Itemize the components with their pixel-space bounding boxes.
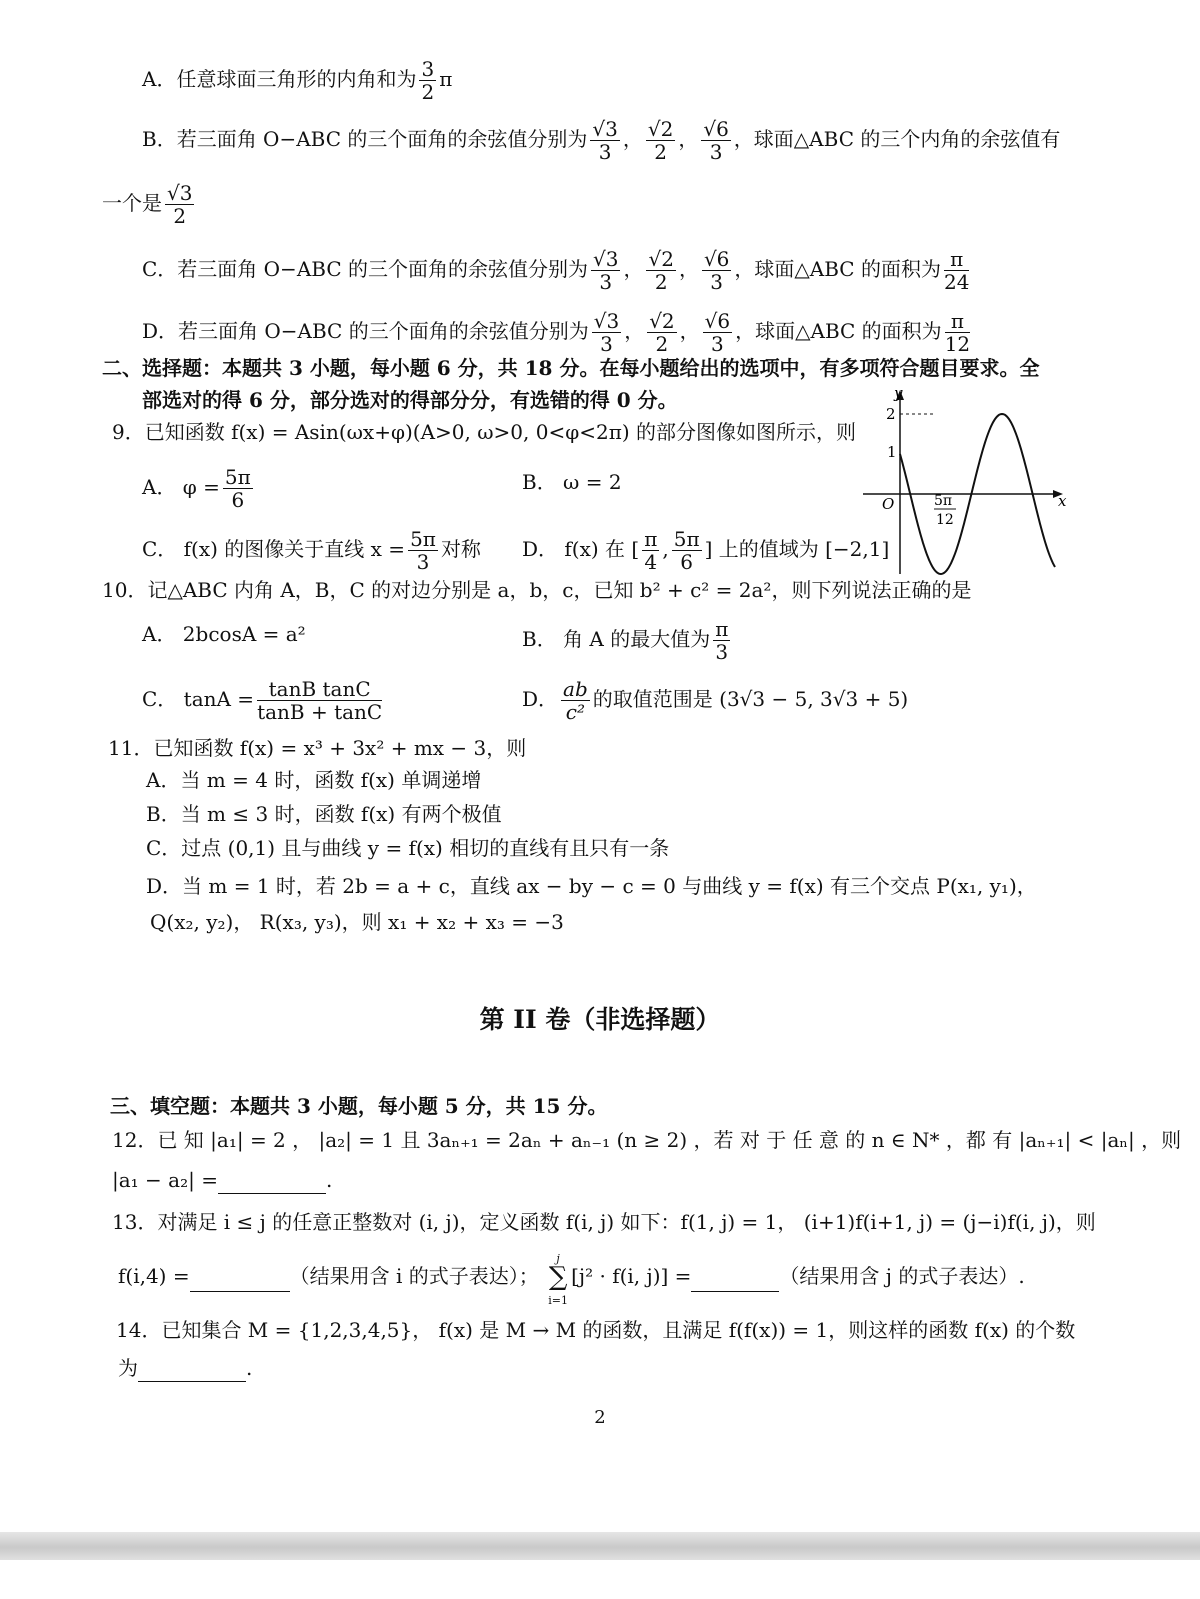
q10-option-b: B． 角 A 的最大值为 $\frac{\pi}{3}$ (522, 617, 729, 664)
x-tick-num: 5π (934, 493, 953, 509)
origin-label: O (882, 495, 895, 513)
q11-option-a: A．当 m = 4 时，函数 f(x) 单调递增 (146, 768, 482, 792)
fraction: $\frac{√3}{2}$ (167, 181, 193, 228)
y-axis-label: y (894, 384, 903, 402)
q9-stem: 9．已知函数 f(x) = Asin(ωx+φ)(A>0, ω>0, 0<φ<2π) 的部分图像如图所示，则 (112, 420, 857, 444)
q10-option-c: C． tanA = $\frac{\text{tanB tanC}}{\tan B + \tan C}$ (142, 677, 383, 724)
q8-option-c: C．若三面角 O−ABC 的三个面角的余弦值分别为 $\frac{√3}{3}$ ， $\frac{√2}{2}$ ， $\frac{√6}{3}$ ，球面△ABC 的面积为 $\frac{\pi}{24}$ (142, 247, 970, 294)
q11-stem: 11．已知函数 f(x) = x³ + 3x² + mx − 3，则 (108, 736, 527, 760)
scan-bottom-edge (0, 1532, 1200, 1560)
fraction: $\frac{√3}{3}$ (592, 117, 618, 164)
q8-option-d: D．若三面角 O−ABC 的三个面角的余弦值分别为 $\frac{√3}{3}$ ， $\frac{√2}{2}$ ， $\frac{√6}{3}$ ，球面△ABC 的面积为 $\frac{\pi}{12}$ (142, 309, 971, 356)
q14-line2: 为 . (118, 1356, 253, 1380)
q9-option-c: C． f(x) 的图像关于直线 x = $\frac{5\pi}{3}$ 对称 (142, 527, 481, 574)
fraction: $\frac{√6}{3}$ (703, 117, 729, 164)
q10-option-d: D． $\frac{ab}{\text{c²}}$ 的取值范围是 (3√3 − 5, 3√3 + 5) (522, 677, 909, 724)
fraction: $\frac{5\pi}{6}$ (673, 527, 700, 574)
q9-option-b: B． ω = 2 (522, 470, 622, 494)
q10-stem: 10．记△ABC 内角 A，B，C 的对边分别是 a，b，c，已知 b² + c² = 2a²，则下列说法正确的是 (102, 578, 972, 602)
fraction: $\frac{√6}{3}$ (703, 247, 730, 294)
fraction: $\frac{\pi}{24}$ (943, 247, 970, 294)
answer-blank[interactable] (691, 1271, 779, 1292)
q8-option-a: A．任意球面三角形的内角和为 $\frac{3}{2}$ π (142, 57, 453, 104)
fraction: $\frac{√2}{2}$ (647, 117, 674, 164)
fraction: $\frac{\pi}{3}$ (715, 617, 729, 664)
fraction: $\frac{√6}{3}$ (704, 309, 731, 356)
q11-option-d-line2: Q(x₂, y₂)， R(x₃, y₃)，则 x₁ + x₂ + x₃ = −3 (150, 910, 564, 934)
answer-blank[interactable] (218, 1173, 326, 1194)
q8-option-a-text: A．任意球面三角形的内角和为 (142, 67, 417, 91)
summation-sign: j ∑ i=1 (548, 1252, 568, 1307)
y-tick-2: 2 (886, 405, 896, 423)
answer-blank[interactable] (190, 1271, 290, 1292)
fraction: $\frac{√3}{3}$ (593, 247, 619, 294)
q12-line2: |a₁ − a₂| = . (112, 1168, 333, 1192)
q8-option-b-continued: 一个是 $\frac{√3}{2}$ (102, 181, 193, 228)
y-tick-1: 1 (887, 443, 897, 461)
page-number: 2 (594, 1407, 606, 1428)
section3-heading: 三、填空题：本题共 3 小题，每小题 5 分，共 15 分。 (110, 1094, 608, 1118)
fraction: $\frac{√3}{3}$ (593, 309, 620, 356)
q11-option-c: C．过点 (0,1) 且与曲线 y = f(x) 相切的直线有且只有一条 (146, 836, 670, 860)
q8-option-b: B．若三面角 O−ABC 的三个面角的余弦值分别为 $\frac{√3}{3}$ ， $\frac{√2}{2}$ ， $\frac{√6}{3}$ ，球面△ABC 的三个内角的余弦值有 (142, 117, 1061, 164)
q10-option-a: A． 2bcosA = a² (142, 622, 306, 646)
q13-line2: f(i,4) = （结果用含 i 的式子表达）； j ∑ i=1 [j² · f(i, j)] = （结果用含 j 的式子表达）. (118, 1252, 1025, 1307)
q9-option-a: A． φ = $\frac{5\pi}{6}$ (142, 465, 251, 512)
fraction: $\frac{5\pi}{6}$ (224, 465, 251, 512)
section2-heading-line1: 二、选择题：本题共 3 小题，每小题 6 分，共 18 分。在每小题给出的选项中，有多项符合题目要求。全 (102, 356, 1040, 380)
q9-sine-graph (858, 384, 1078, 579)
fraction: $\frac{\pi}{12}$ (944, 309, 971, 356)
fraction: $\frac{5\pi}{3}$ (410, 527, 436, 574)
fraction: $\frac{√2}{2}$ (648, 247, 674, 294)
fraction: $\frac{ab}{\text{c²}}$ (563, 677, 588, 724)
x-tick-den: 12 (936, 512, 954, 528)
q9-option-d: D． f(x) 在 [ $\frac{\pi}{4}$ , $\frac{5\pi}{6}$ ] 上的值域为 [−2,1] (522, 527, 890, 574)
fraction: $\frac{√2}{2}$ (649, 309, 675, 356)
x-axis-label: x (1058, 492, 1067, 510)
q11-option-b: B．当 m ≤ 3 时，函数 f(x) 有两个极值 (146, 802, 502, 826)
q12-line1: 12．已 知 |a₁| = 2 ， |a₂| = 1 且 3aₙ₊₁ = 2aₙ + aₙ₋₁ (n ≥ 2) ，若 对 于 任 意 的 n ∈ N* ，都 有 |aₙ₊₁| < |aₙ| ，则 (112, 1128, 1182, 1152)
q11-option-d-line1: D．当 m = 1 时，若 2b = a + c，直线 ax − by − c = 0 与曲线 y = f(x) 有三个交点 P(x₁, y₁)， (146, 874, 1037, 898)
q14-line1: 14．已知集合 M = {1,2,3,4,5}， f(x) 是 M → M 的函数，且满足 f(f(x)) = 1，则这样的函数 f(x) 的个数 (116, 1318, 1076, 1342)
section2-heading-line2: 部选对的得 6 分，部分选对的得部分分，有选错的得 0 分。 (142, 388, 678, 412)
q13-line1: 13．对满足 i ≤ j 的任意正整数对 (i, j)，定义函数 f(i, j) 如下：f(1, j) = 1， (i+1)f(i+1, j) = (j−i)f(i, j)，则 (112, 1210, 1096, 1234)
part2-title: 第 II 卷（非选择题） (479, 1005, 721, 1034)
fraction: $\frac{\pi}{4}$ (644, 527, 658, 574)
answer-blank[interactable] (138, 1361, 246, 1382)
fraction: $\frac{3}{2}$ (421, 57, 435, 104)
fraction: $\frac{\text{tanB tanC}}{\tan B + \tan C}$ (257, 677, 383, 724)
